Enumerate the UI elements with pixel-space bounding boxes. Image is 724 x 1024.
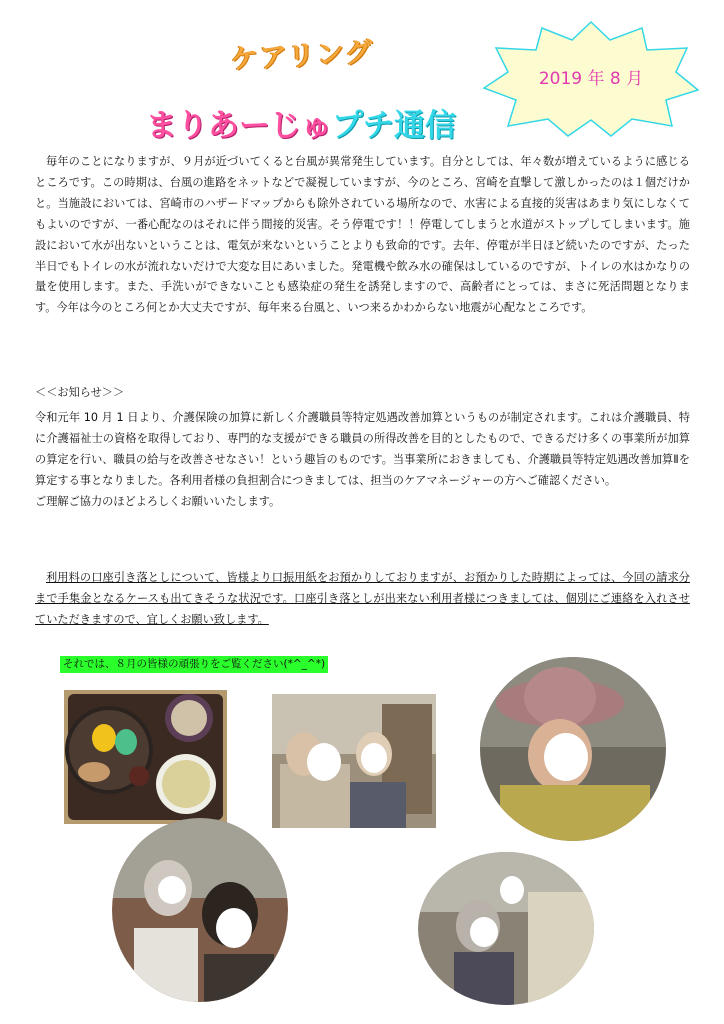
newsletter-title xyxy=(146,100,456,145)
newsletter-title-part2: プチ通信 xyxy=(332,108,456,144)
newsletter-title-part1: まりあーじゅ xyxy=(146,108,332,144)
paragraph-typhoon: 毎年のことになりますが、９月が近づいてくると台風が異常発生しています。自分としては、年々数が増えているように感じるところです。この時期は、台風の進路をネットなどで凝視していますが、今のところ、宮崎を直撃して激しかったのは１個だけかと。当施設においては、宮崎市のハザードマップからも除外されている場所なので、水害による直接的災害はあまり気にしなくてもよいのですが、一番心配なのはそれに伴う間接的災害。そう停電です！！停電してしまうと水道がストップしてしまいます。施設において水が出ないということは、電気が来ないということよりも致命的です。去年、停電が半日ほど続いたのですが、たった半日でもトイレの水が流れないだけで大変な目にあいました。発電機や飲み水の確保はしているのですが、トイレの水はかなりの量を使用します。また、手洗いができないことも感染症の発生を誘発しますので、高齢者にとっては、まさに死活問題となります。今年は今のところ何とか大丈夫ですが、毎年来る台風と、いつ来るかわからない地震が心配なところです。 xyxy=(35,155,690,315)
newsletter-subtitle: ケアリング xyxy=(229,35,375,76)
paragraph-notice: 令和元年 10 月 1 日より、介護保険の加算に新しく介護職員等特定処遇改善加算というものが制定されます。これは介護職員、特に介護福祉士の資格を取得しており、専門的な支援ができる職員の所得改善を目的としたもので、できるだけ多くの事業所が加算の算定を行い、職員の給与を改善させなさい！という趣旨のものです。当事業所におきましても、介護職員等特定処遇改善加算Ⅱを算定する事となりました。各利用者様の負担割合につきましては、担当のケアマネージャーの方へご確認ください。 ご理解ご協力のほどよろしくお願いいたします。 xyxy=(35,411,690,508)
photo-residents-seated xyxy=(272,694,436,828)
photos-caption: それでは、８月の皆様の頑張りをご覧ください(*^_^*) xyxy=(60,656,328,673)
photo-meal-tray xyxy=(64,690,227,824)
notice-heading: ＜＜お知らせ＞＞ xyxy=(35,386,125,399)
paragraph-payment: 利用料の口座引き落としについて、皆様より口振用紙をお預かりしておりますが、お預かりした時期によっては、今回の請求分まで手集金となるケースも出てきそうな状況です。口座引き落としが出来ない利用者様につきましては、個別にご連絡を入れさせていただきますので、宜しくお願い致します。 xyxy=(35,571,690,626)
photo-resident-with-hat xyxy=(480,657,666,841)
photo-residents-at-table xyxy=(418,852,594,1005)
date-label: 2019 年 8 月 xyxy=(538,69,644,89)
photo-two-residents xyxy=(112,818,288,1002)
